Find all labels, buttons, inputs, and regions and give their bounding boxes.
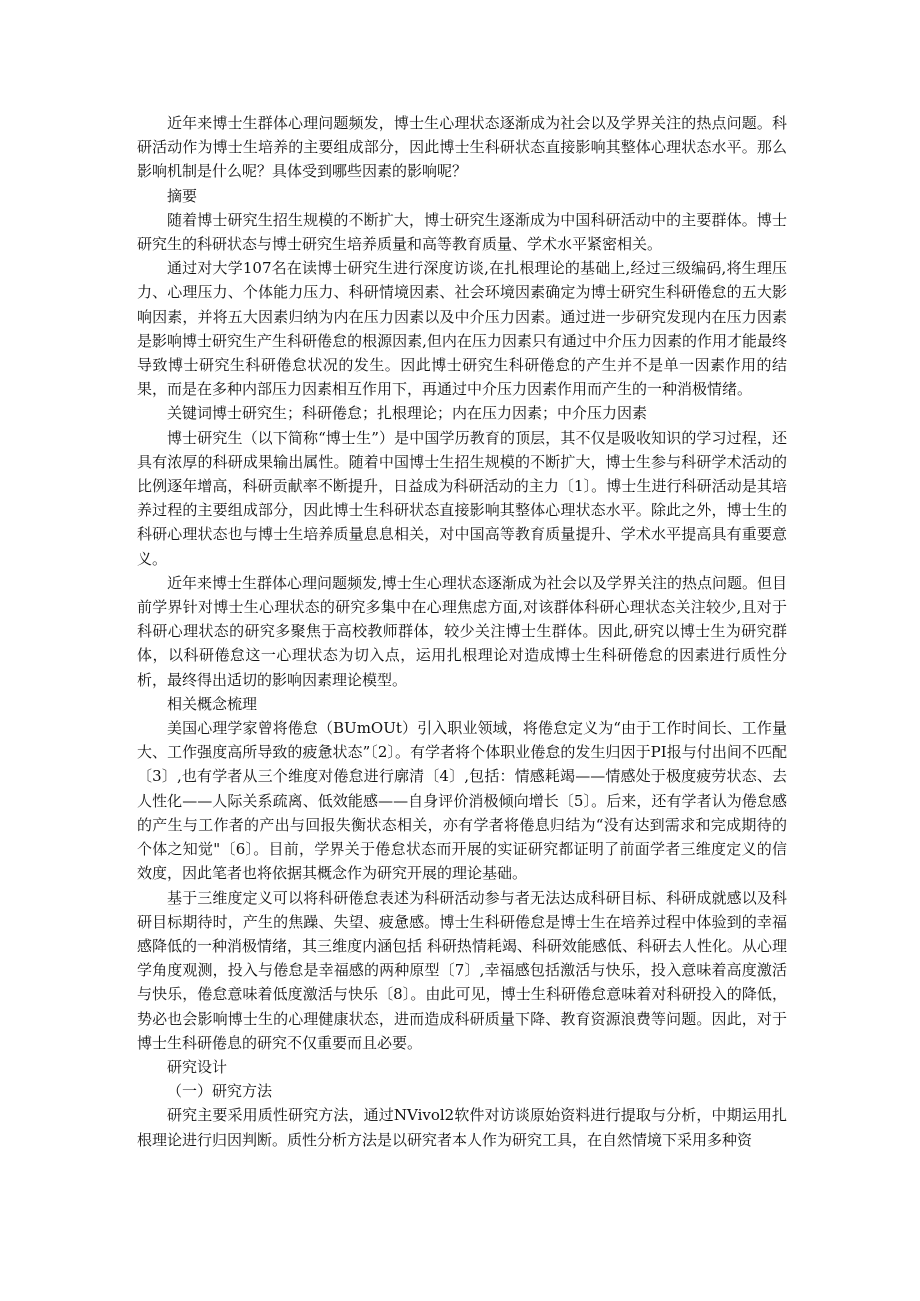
abstract-paragraph: 通过对大学107名在读博士研究生进行深度访谈,在扎根理论的基础上,经过三级编码,将生理压力、心理压力、个体能力压力、科研情境因素、社会环境因素确定为博士研究生科研倦怠的五大影响因素，并将五大因素归纳为内在压力因素以及中介压力因素。通过进一步研究发现内在压力因素是影响博士研究生产生科研倦怠的根源因素,但内在压力因素只有通过中介压力因素的作用才能最终导致博士研究生科研倦怠状况的发生。因此博士研究生科研倦怠的产生并不是单一因素作用的结果，而是在多种内部压力因素相互作用下，再通过中介压力因素作用而产生的一种消极情绪。: [137, 259, 787, 399]
body-paragraph: 博士研究生（以下简称“博士生”）是中国学历教育的顶层，其不仅是吸收知识的学习过程，还具有浓厚的科研成果输出属性。随着中国博士生招生规模的不断扩大，博士生参与科研学术活动的比例逐年增高，科研贡献率不断提升，日益成为科研活动的主力〔1〕。博士生进行科研活动是其培养过程的主要组成部分，因此博士生科研状态直接影响其整体心理状态水平。除此之外，博士生的科研心理状态也与博士生培养质量息息相关，对中国高等教育质量提升、学术水平提高具有重要意义。: [137, 428, 787, 568]
abstract-paragraph: 随着博士研究生招生规模的不断扩大，博士研究生逐渐成为中国科研活动中的主要群体。博士研究生的科研状态与博士研究生培养质量和高等教育质量、学术水平紧密相关。: [137, 210, 787, 254]
design-heading: 研究设计: [167, 1057, 228, 1076]
keywords-paragraph: 关键词博士研究生；科研倦怠；扎根理论；内在压力因素；中介压力因素: [167, 404, 648, 423]
concepts-paragraph: 基于三维度定义可以将科研倦怠表述为科研活动参与者无法达成科研目标、科研成就感以及科研目标期待时，产生的焦躁、失望、疲惫感。博士生科研倦怠是博士生在培养过程中体验到的幸福感降低的一种消极情绪，其三维度内涵包括 科研热情耗竭、科研效能感低、科研去人性化。从心理学角度观测，投入与倦怠是幸福感的两种原型〔7〕,幸福感包括激活与快乐，投入意味着高度激活与快乐，倦怠意味着低度激活与快乐〔8〕。由此可见，博士生科研倦怠意味着对科研投入的降低，势必也会影响博士生的心理健康状态，进而造成科研质量下降、教育资源浪费等问题。因此，对于博士生科研倦息的研究不仅重要而且必要。: [137, 888, 787, 1052]
methods-heading: （一）研究方法: [167, 1082, 273, 1101]
abstract-heading: 摘要: [167, 186, 198, 205]
document-body: [137, 111, 787, 1152]
concepts-heading: 相关概念梳理: [167, 694, 258, 713]
concepts-paragraph: 美国心理学家曾将倦怠（BUmOUt）引入职业领域，将倦怠定义为“由于工作时间长、工作量大、工作强度高所导致的疲惫状态”〔2〕。有学者将个体职业倦怠的发生归因于PI报与付出间不匹配〔3〕,也有学者从三个维度对倦怠进行廓清〔4〕,包括：情感耗竭——情感处于极度疲劳状态、去人性化——人际关系疏离、低效能感——自身评价消极倾向增长〔5〕。后来，还有学者认为倦怠感的产生与工作者的产出与回报失衡状态相关，亦有学者将倦息归结为“没有达到需求和完成期待的个体之知觉"〔6〕。目前，学界关于倦怠状态而开展的实证研究都证明了前面学者三维度定义的信效度，因此笔者也将依据其概念作为研究开展的理论基础。: [137, 719, 787, 883]
body-paragraph: 近年来博士生群体心理问题频发,博士生心理状态逐渐成为社会以及学界关注的热点问题。但目前学界针对博士生心理状态的研究多集中在心理焦虑方面,对该群体科研心理状态关注较少,且对于科研心理状态的研究多聚焦于高校教师群体，较少关注博士生群体。因此,研究以博士生为研究群体，以科研倦怠这一心理状态为切入点，运用扎根理论对造成博士生科研倦怠的因素进行质性分析，最终得出适切的影响因素理论模型。: [137, 573, 787, 689]
methods-paragraph: 研究主要采用质性研究方法，通过NVivol2软件对访谈原始资料进行提取与分析，中期运用扎根理论进行归因判断。质性分析方法是以研究者本人作为研究工具，在自然情境下采用多种资: [137, 1106, 787, 1149]
intro-paragraph: 近年来博士生群体心理问题频发，博士生心理状态逐渐成为社会以及学界关注的热点问题。科研活动作为博士生培养的主要组成部分，因此博士生科研状态直接影响其整体心理状态水平。那么影响机制是什么呢？具体受到哪些因素的影响呢？: [137, 114, 787, 181]
